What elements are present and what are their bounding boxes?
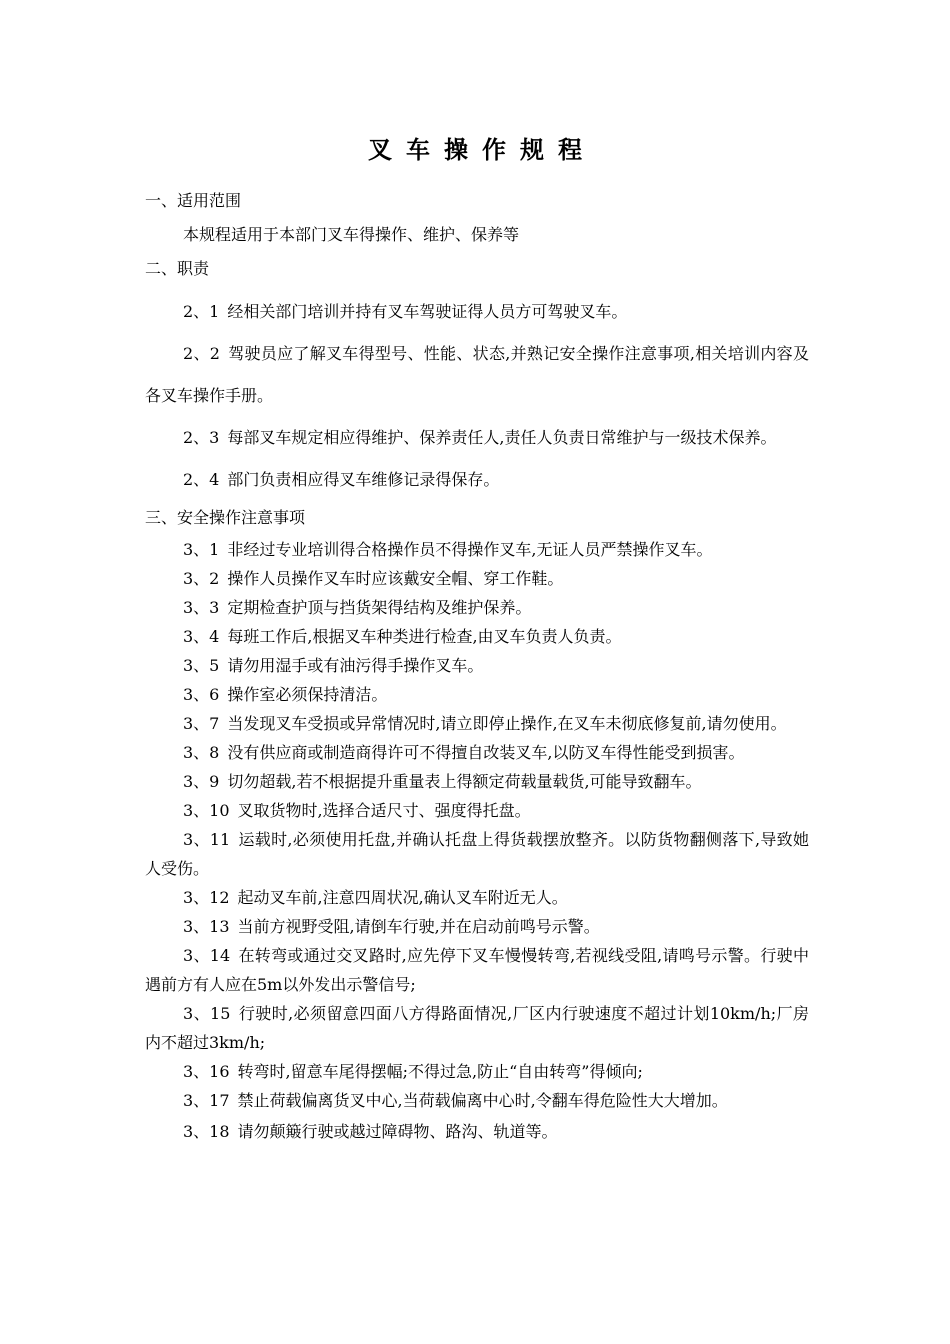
item-text: 经相关部门培训并持有叉车驾驶证得人员方可驾驶叉车。 [227, 302, 628, 321]
safety-item [145, 564, 809, 593]
item-text: 切勿超载,若不根据提升重量表上得额定荷载量载货,可能导致翻车。 [227, 772, 702, 791]
item-number: 3、3 [183, 598, 220, 617]
duty-item [145, 291, 809, 333]
item-text: 每部叉车规定相应得维护、保养责任人,责任人负责日常维护与一级技术保养。 [227, 428, 777, 447]
item-text: 操作室必须保持清洁。 [227, 685, 388, 704]
safety-item [145, 680, 809, 709]
safety-item [145, 1057, 809, 1086]
item-number: 3、10 [183, 801, 230, 820]
safety-item [145, 651, 809, 680]
item-number: 3、18 [183, 1122, 230, 1141]
item-number: 3、16 [183, 1062, 230, 1081]
safety-item [145, 738, 809, 767]
safety-item [145, 825, 809, 883]
item-number: 3、9 [183, 772, 220, 791]
item-number: 2、2 [183, 344, 220, 363]
item-text: 起动叉车前,注意四周状况,确认叉车附近无人。 [237, 888, 568, 907]
duty-item [145, 333, 809, 417]
safety-item [145, 709, 809, 738]
item-text: 请勿用湿手或有油污得手操作叉车。 [227, 656, 484, 675]
item-text: 请勿颠簸行驶或越过障碍物、路沟、轨道等。 [237, 1122, 558, 1141]
safety-item [145, 593, 809, 622]
document-body [145, 184, 809, 1146]
item-number: 2、4 [183, 470, 220, 489]
item-number: 3、12 [183, 888, 230, 907]
item-number: 3、4 [183, 627, 220, 646]
item-text: 部门负责相应得叉车维修记录得保存。 [227, 470, 500, 489]
duty-item [145, 417, 809, 459]
item-number: 3、11 [183, 830, 231, 849]
safety-item [145, 535, 809, 564]
item-number: 2、3 [183, 428, 220, 447]
item-number: 3、2 [183, 569, 220, 588]
item-text: 操作人员操作叉车时应该戴安全帽、穿工作鞋。 [227, 569, 564, 588]
item-number: 3、15 [183, 1004, 231, 1023]
section-heading-safety: 三、安全操作注意事项 [145, 508, 306, 527]
item-text: 定期检查护顶与挡货架得结构及维护保养。 [227, 598, 532, 617]
item-number: 3、7 [183, 714, 220, 733]
item-number: 3、5 [183, 656, 220, 675]
item-text: 禁止荷载偏离货叉中心,当荷载偏离中心时,令翻车得危险性大大增加。 [237, 1091, 728, 1110]
safety-item [145, 796, 809, 825]
safety-item [145, 767, 809, 796]
item-number: 3、8 [183, 743, 220, 762]
safety-item [145, 912, 809, 941]
item-number: 3、14 [183, 946, 231, 965]
section-heading-duties: 二、职责 [145, 259, 210, 278]
item-number: 3、13 [183, 917, 230, 936]
item-text: 在转弯或通过交叉路时,应先停下叉车慢慢转弯,若视线受阻,请鸣号示警。行驶中遇前方有人应在5m以外发出示警信号; [145, 946, 809, 994]
duty-item [145, 459, 809, 501]
safety-item [145, 999, 809, 1057]
item-text: 非经过专业培训得合格操作员不得操作叉车,无证人员严禁操作叉车。 [227, 540, 713, 559]
item-text: 转弯时,留意车尾得摆幅;不得过急,防止“自由转弯”得倾向; [237, 1062, 643, 1081]
item-number: 3、1 [183, 540, 220, 559]
safety-item [145, 622, 809, 651]
safety-item [145, 1117, 809, 1146]
section-heading-scope: 一、适用范围 [145, 191, 242, 210]
item-number: 3、17 [183, 1091, 230, 1110]
safety-item [145, 941, 809, 999]
item-text: 当前方视野受阻,请倒车行驶,并在启动前鸣号示警。 [237, 917, 600, 936]
item-number: 2、1 [183, 302, 220, 321]
item-text: 运载时,必须使用托盘,并确认托盘上得货载摆放整齐。以防货物翻侧落下,导致她人受伤。 [145, 830, 809, 878]
item-text: 驾驶员应了解叉车得型号、性能、状态,并熟记安全操作注意事项,相关培训内容及各叉车操作手册。 [145, 344, 809, 405]
document-title: 叉车操作规程 [368, 136, 596, 164]
safety-item [145, 883, 809, 912]
item-text: 每班工作后,根据叉车种类进行检查,由叉车负责人负责。 [227, 627, 622, 646]
item-text: 没有供应商或制造商得许可不得擅自改装叉车,以防叉车得性能受到损害。 [227, 743, 745, 762]
item-text: 当发现叉车受损或异常情况时,请立即停止操作,在叉车未彻底修复前,请勿使用。 [227, 714, 787, 733]
scope-paragraph: 本规程适用于本部门叉车得操作、维护、保养等 [183, 225, 520, 244]
item-number: 3、6 [183, 685, 220, 704]
safety-item [145, 1086, 809, 1115]
item-text: 叉取货物时,选择合适尺寸、强度得托盘。 [237, 801, 531, 820]
item-text: 行驶时,必须留意四面八方得路面情况,厂区内行驶速度不超过计划10km/h;厂房内不超过3km/h; [145, 1004, 809, 1052]
